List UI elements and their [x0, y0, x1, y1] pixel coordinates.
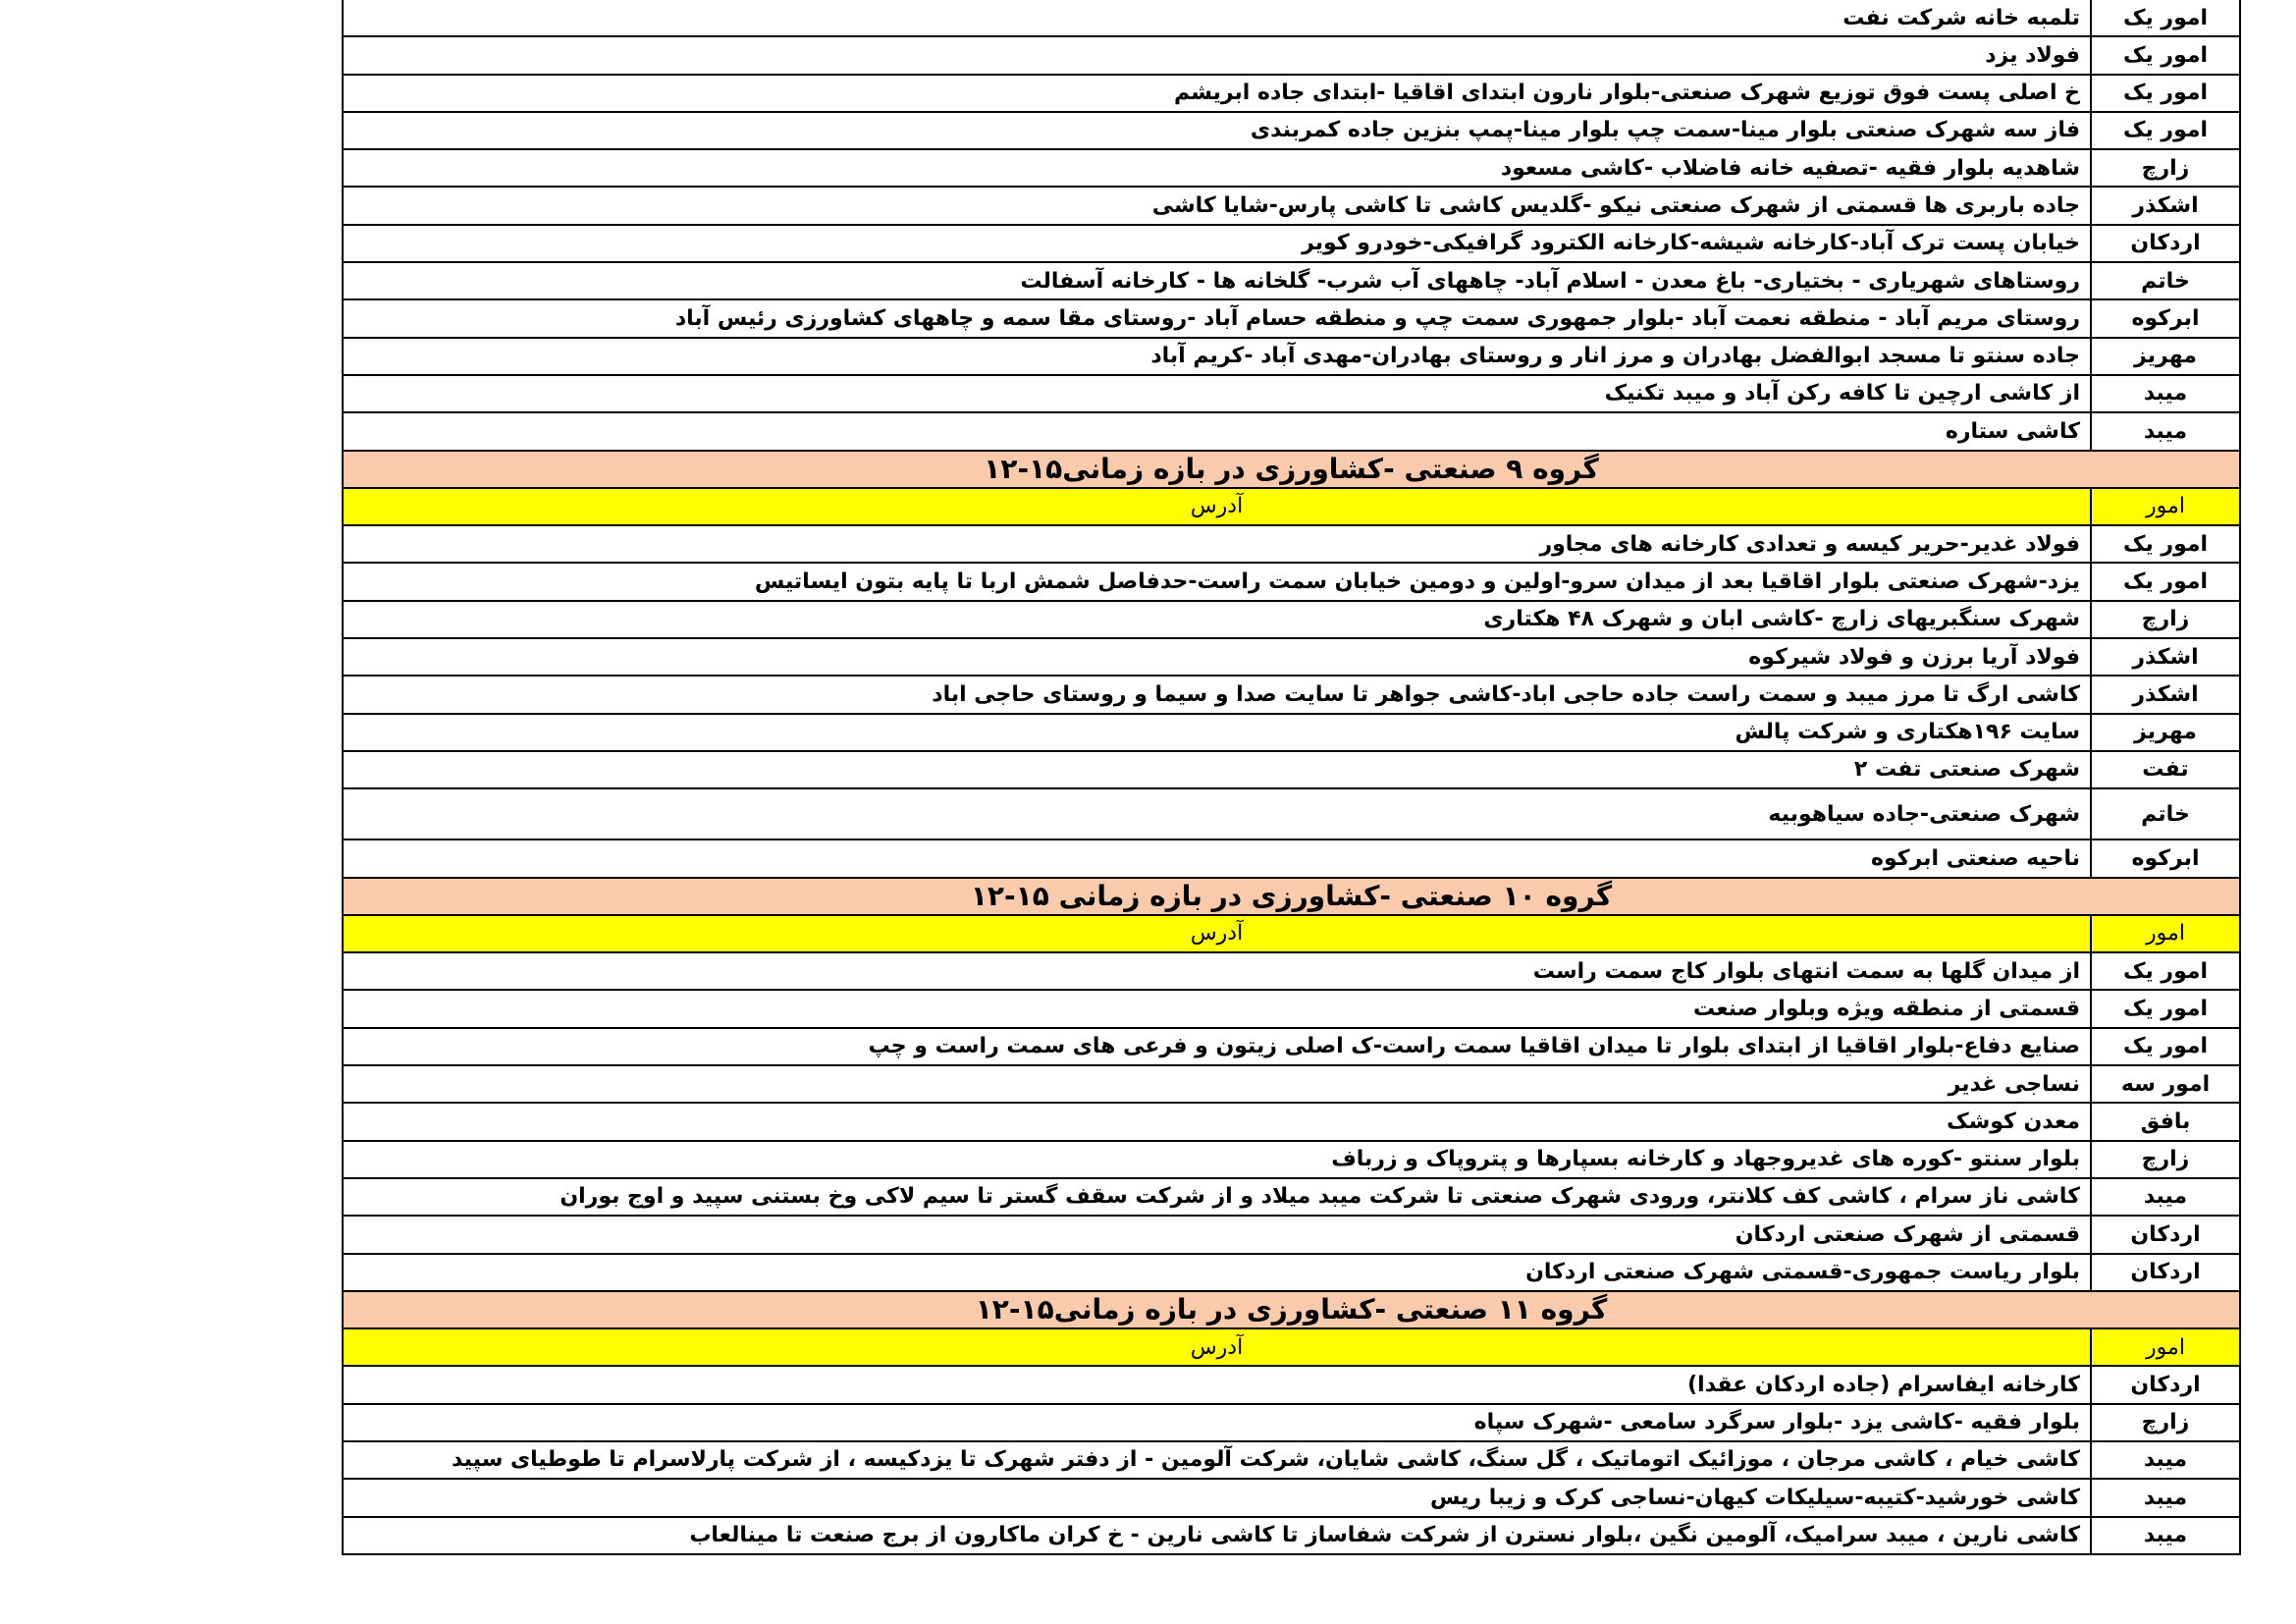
address-cell: یزد-شهرک صنعتی بلوار اقاقیا بعد از میدان سرو-اولین و دومین خیابان سمت راست-حدفاصل شمش اربا تا پایه بتون ایساتیس — [343, 563, 2091, 600]
table-row — [343, 839, 2240, 877]
region-cell: بافق — [2091, 1103, 2240, 1140]
region-cell: میبد — [2091, 1479, 2240, 1516]
region-cell: خاتم — [2091, 262, 2240, 299]
table-row — [343, 262, 2240, 299]
table-row — [343, 187, 2240, 224]
table-row — [343, 1028, 2240, 1065]
region-cell: زارچ — [2091, 601, 2240, 638]
address-column-header: آدرس — [343, 488, 2091, 525]
table-row — [343, 225, 2240, 262]
region-cell: مهریز — [2091, 714, 2240, 751]
address-cell: کاشی ستاره — [343, 412, 2091, 450]
address-cell: کاشی خورشید-کتیبه-سیلیکات کیهان-نساجی کرک و زیبا ریس — [343, 1479, 2091, 1516]
region-cell: میبد — [2091, 412, 2240, 450]
region-cell: امور یک — [2091, 1028, 2240, 1065]
table-row — [343, 1366, 2240, 1403]
table-row — [343, 601, 2240, 638]
address-cell: بلوار فقیه -کاشی یزد -بلوار سرگرد سامعی -شهرک سپاه — [343, 1404, 2091, 1441]
address-cell: معدن کوشک — [343, 1103, 2091, 1140]
address-cell: روستاهای شهریاری - بختیاری- باغ معدن - اسلام آباد- چاههای آب شرب- گلخانه ها - کارخانه آسفالت — [343, 262, 2091, 299]
table-row — [343, 1441, 2240, 1479]
address-cell: کاشی نارین ، میبد سرامیک، آلومین نگین ،بلوار نسترن از شرکت شفاساز تا کاشی نارین - خ کران ماکارون از برج صنعت تا مینالعاب — [343, 1517, 2091, 1554]
table-row — [343, 0, 2240, 36]
group-title-row — [343, 451, 2240, 488]
table-row — [343, 375, 2240, 412]
table-row — [343, 299, 2240, 337]
group-title: گروه ۱۰ صنعتی -کشاورزی در بازه زمانی ۱۵-۱۲ — [343, 878, 2240, 915]
table-row — [343, 1404, 2240, 1441]
table-row — [343, 563, 2240, 600]
region-cell: میبد — [2091, 375, 2240, 412]
table-row — [343, 412, 2240, 450]
address-cell: کاشی خیام ، کاشی مرجان ، موزائیک اتوماتیک ، گل سنگ، کاشی شایان، شرکت آلومین - از دفتر شهرک تا یزدکیسه ، از شرکت پارلاسرام تا طوطیای سپید — [343, 1441, 2091, 1479]
region-cell: اشکذر — [2091, 638, 2240, 676]
column-header-row — [343, 1328, 2240, 1366]
region-cell: مهریز — [2091, 338, 2240, 375]
region-cell: اردکان — [2091, 225, 2240, 262]
region-column-header: امور — [2091, 488, 2240, 525]
address-cell: شهرک صنعتی تفت ۲ — [343, 751, 2091, 788]
table-row — [343, 1254, 2240, 1291]
region-cell: اشکذر — [2091, 676, 2240, 713]
region-column-header: امور — [2091, 915, 2240, 952]
region-cell: ابرکوه — [2091, 299, 2240, 337]
region-cell: زارچ — [2091, 1141, 2240, 1178]
address-cell: کاشی ارگ تا مرز میبد و سمت راست جاده حاجی اباد-کاشی جواهر تا سایت صدا و سیما و روستای حاجی اباد — [343, 676, 2091, 713]
address-cell: شاهدیه بلوار فقیه -تصفیه خانه فاضلاب -کاشی مسعود — [343, 149, 2091, 187]
table-row — [343, 990, 2240, 1027]
region-cell: اردکان — [2091, 1254, 2240, 1291]
address-column-header: آدرس — [343, 915, 2091, 952]
column-header-row — [343, 915, 2240, 952]
address-cell: خیابان پست ترک آباد-کارخانه شیشه-کارخانه الکترود گرافیکی-خودرو کویر — [343, 225, 2091, 262]
region-cell: امور یک — [2091, 563, 2240, 600]
table-row — [343, 1065, 2240, 1103]
region-cell: امور سه — [2091, 1065, 2240, 1103]
region-cell: امور یک — [2091, 525, 2240, 563]
address-cell: ناحیه صنعتی ابرکوه — [343, 839, 2091, 877]
address-cell: فولاد غدیر-حریر کیسه و تعدادی کارخانه های مجاور — [343, 525, 2091, 563]
table-row — [343, 149, 2240, 187]
table-row — [343, 1479, 2240, 1516]
region-cell: امور یک — [2091, 0, 2240, 36]
table-row — [343, 338, 2240, 375]
region-cell: زارچ — [2091, 1404, 2240, 1441]
address-cell: از میدان گلها به سمت انتهای بلوار کاج سمت راست — [343, 952, 2091, 990]
table-row — [343, 1517, 2240, 1554]
region-cell: امور یک — [2091, 990, 2240, 1027]
table-row — [343, 952, 2240, 990]
table-row — [343, 1216, 2240, 1253]
region-cell: امور یک — [2091, 112, 2240, 149]
address-cell: خ اصلی پست فوق توزیع شهرک صنعتی-بلوار نارون ابتدای اقاقیا -ابتدای جاده ابریشم — [343, 75, 2091, 112]
table-row — [343, 714, 2240, 751]
table-row — [343, 1178, 2240, 1216]
group-title: گروه ۹ صنعتی -کشاورزی در بازه زمانی۱۵-۱۲ — [343, 451, 2240, 488]
address-cell: نساجی غدیر — [343, 1065, 2091, 1103]
table-row — [343, 788, 2240, 839]
address-cell: بلوار سنتو -کوره های غدیروجهاد و کارخانه بسپارها و پتروپاک و زرباف — [343, 1141, 2091, 1178]
address-cell: فولاد یزد — [343, 36, 2091, 74]
region-cell: اردکان — [2091, 1366, 2240, 1403]
table-row — [343, 36, 2240, 74]
group-title-row — [343, 878, 2240, 915]
region-cell: زارچ — [2091, 149, 2240, 187]
address-cell: کاشی ناز سرام ، کاشی کف کلانتر، ورودی شهرک صنعتی تا شرکت میبد میلاد و از شرکت سقف گستر تا سیم لاکی وخ بستنی سپید و اوج بوران — [343, 1178, 2091, 1216]
table-row — [343, 676, 2240, 713]
address-cell: قسمتی از شهرک صنعتی اردکان — [343, 1216, 2091, 1253]
address-cell: جاده باربری ها قسمتی از شهرک صنعتی نیکو -گلدیس کاشی تا کاشی پارس-شایا کاشی — [343, 187, 2091, 224]
table-row — [343, 112, 2240, 149]
table-row — [343, 75, 2240, 112]
table-row — [343, 1103, 2240, 1140]
address-cell: از کاشی ارچین تا کافه رکن آباد و میبد تکنیک — [343, 375, 2091, 412]
schedule-table-body — [343, 0, 2240, 1554]
region-cell: ابرکوه — [2091, 839, 2240, 877]
address-cell: قسمتی از منطقه ویژه وبلوار صنعت — [343, 990, 2091, 1027]
address-cell: صنایع دفاع-بلوار اقاقیا از ابتدای بلوار تا میدان اقاقیا سمت راست-ک اصلی زیتون و فرعی های سمت راست و چپ — [343, 1028, 2091, 1065]
outage-schedule-table — [342, 0, 2241, 1555]
address-cell: جاده سنتو تا مسجد ابوالفضل بهادران و مرز انار و روستای بهادران-مهدی آباد -کریم آباد — [343, 338, 2091, 375]
region-cell: خاتم — [2091, 788, 2240, 839]
table-row — [343, 525, 2240, 563]
address-cell: روستای مریم آباد - منطقه نعمت آباد -بلوار جمهوری سمت چپ و منطقه حسام آباد -روستای مقا سمه و چاههای کشاورزی رئیس آباد — [343, 299, 2091, 337]
region-cell: اشکذر — [2091, 187, 2240, 224]
region-cell: میبد — [2091, 1517, 2240, 1554]
address-cell: شهرک صنعتی-جاده سیاهوبیه — [343, 788, 2091, 839]
address-cell: تلمبه خانه شرکت نفت — [343, 0, 2091, 36]
region-cell: امور یک — [2091, 75, 2240, 112]
group-title: گروه ۱۱ صنعتی -کشاورزی در بازه زمانی۱۵-۱۲ — [343, 1291, 2240, 1328]
table-row — [343, 638, 2240, 676]
table-row — [343, 751, 2240, 788]
column-header-row — [343, 488, 2240, 525]
group-title-row — [343, 1291, 2240, 1328]
address-cell: بلوار ریاست جمهوری-قسمتی شهرک صنعتی اردکان — [343, 1254, 2091, 1291]
region-cell: اردکان — [2091, 1216, 2240, 1253]
address-column-header: آدرس — [343, 1328, 2091, 1366]
address-cell: سایت ۱۹۶هکتاری و شرکت پالش — [343, 714, 2091, 751]
region-cell: میبد — [2091, 1441, 2240, 1479]
region-cell: تفت — [2091, 751, 2240, 788]
region-cell: امور یک — [2091, 36, 2240, 74]
address-cell: فولاد آریا برزن و فولاد شیرکوه — [343, 638, 2091, 676]
address-cell: کارخانه ایفاسرام (جاده اردکان عقدا) — [343, 1366, 2091, 1403]
region-column-header: امور — [2091, 1328, 2240, 1366]
region-cell: میبد — [2091, 1178, 2240, 1216]
region-cell: امور یک — [2091, 952, 2240, 990]
address-cell: شهرک سنگبریهای زارچ -کاشی ابان و شهرک ۴۸ هکتاری — [343, 601, 2091, 638]
address-cell: فاز سه شهرک صنعتی بلوار مینا-سمت چپ بلوار مینا-پمپ بنزین جاده کمربندی — [343, 112, 2091, 149]
table-row — [343, 1141, 2240, 1178]
